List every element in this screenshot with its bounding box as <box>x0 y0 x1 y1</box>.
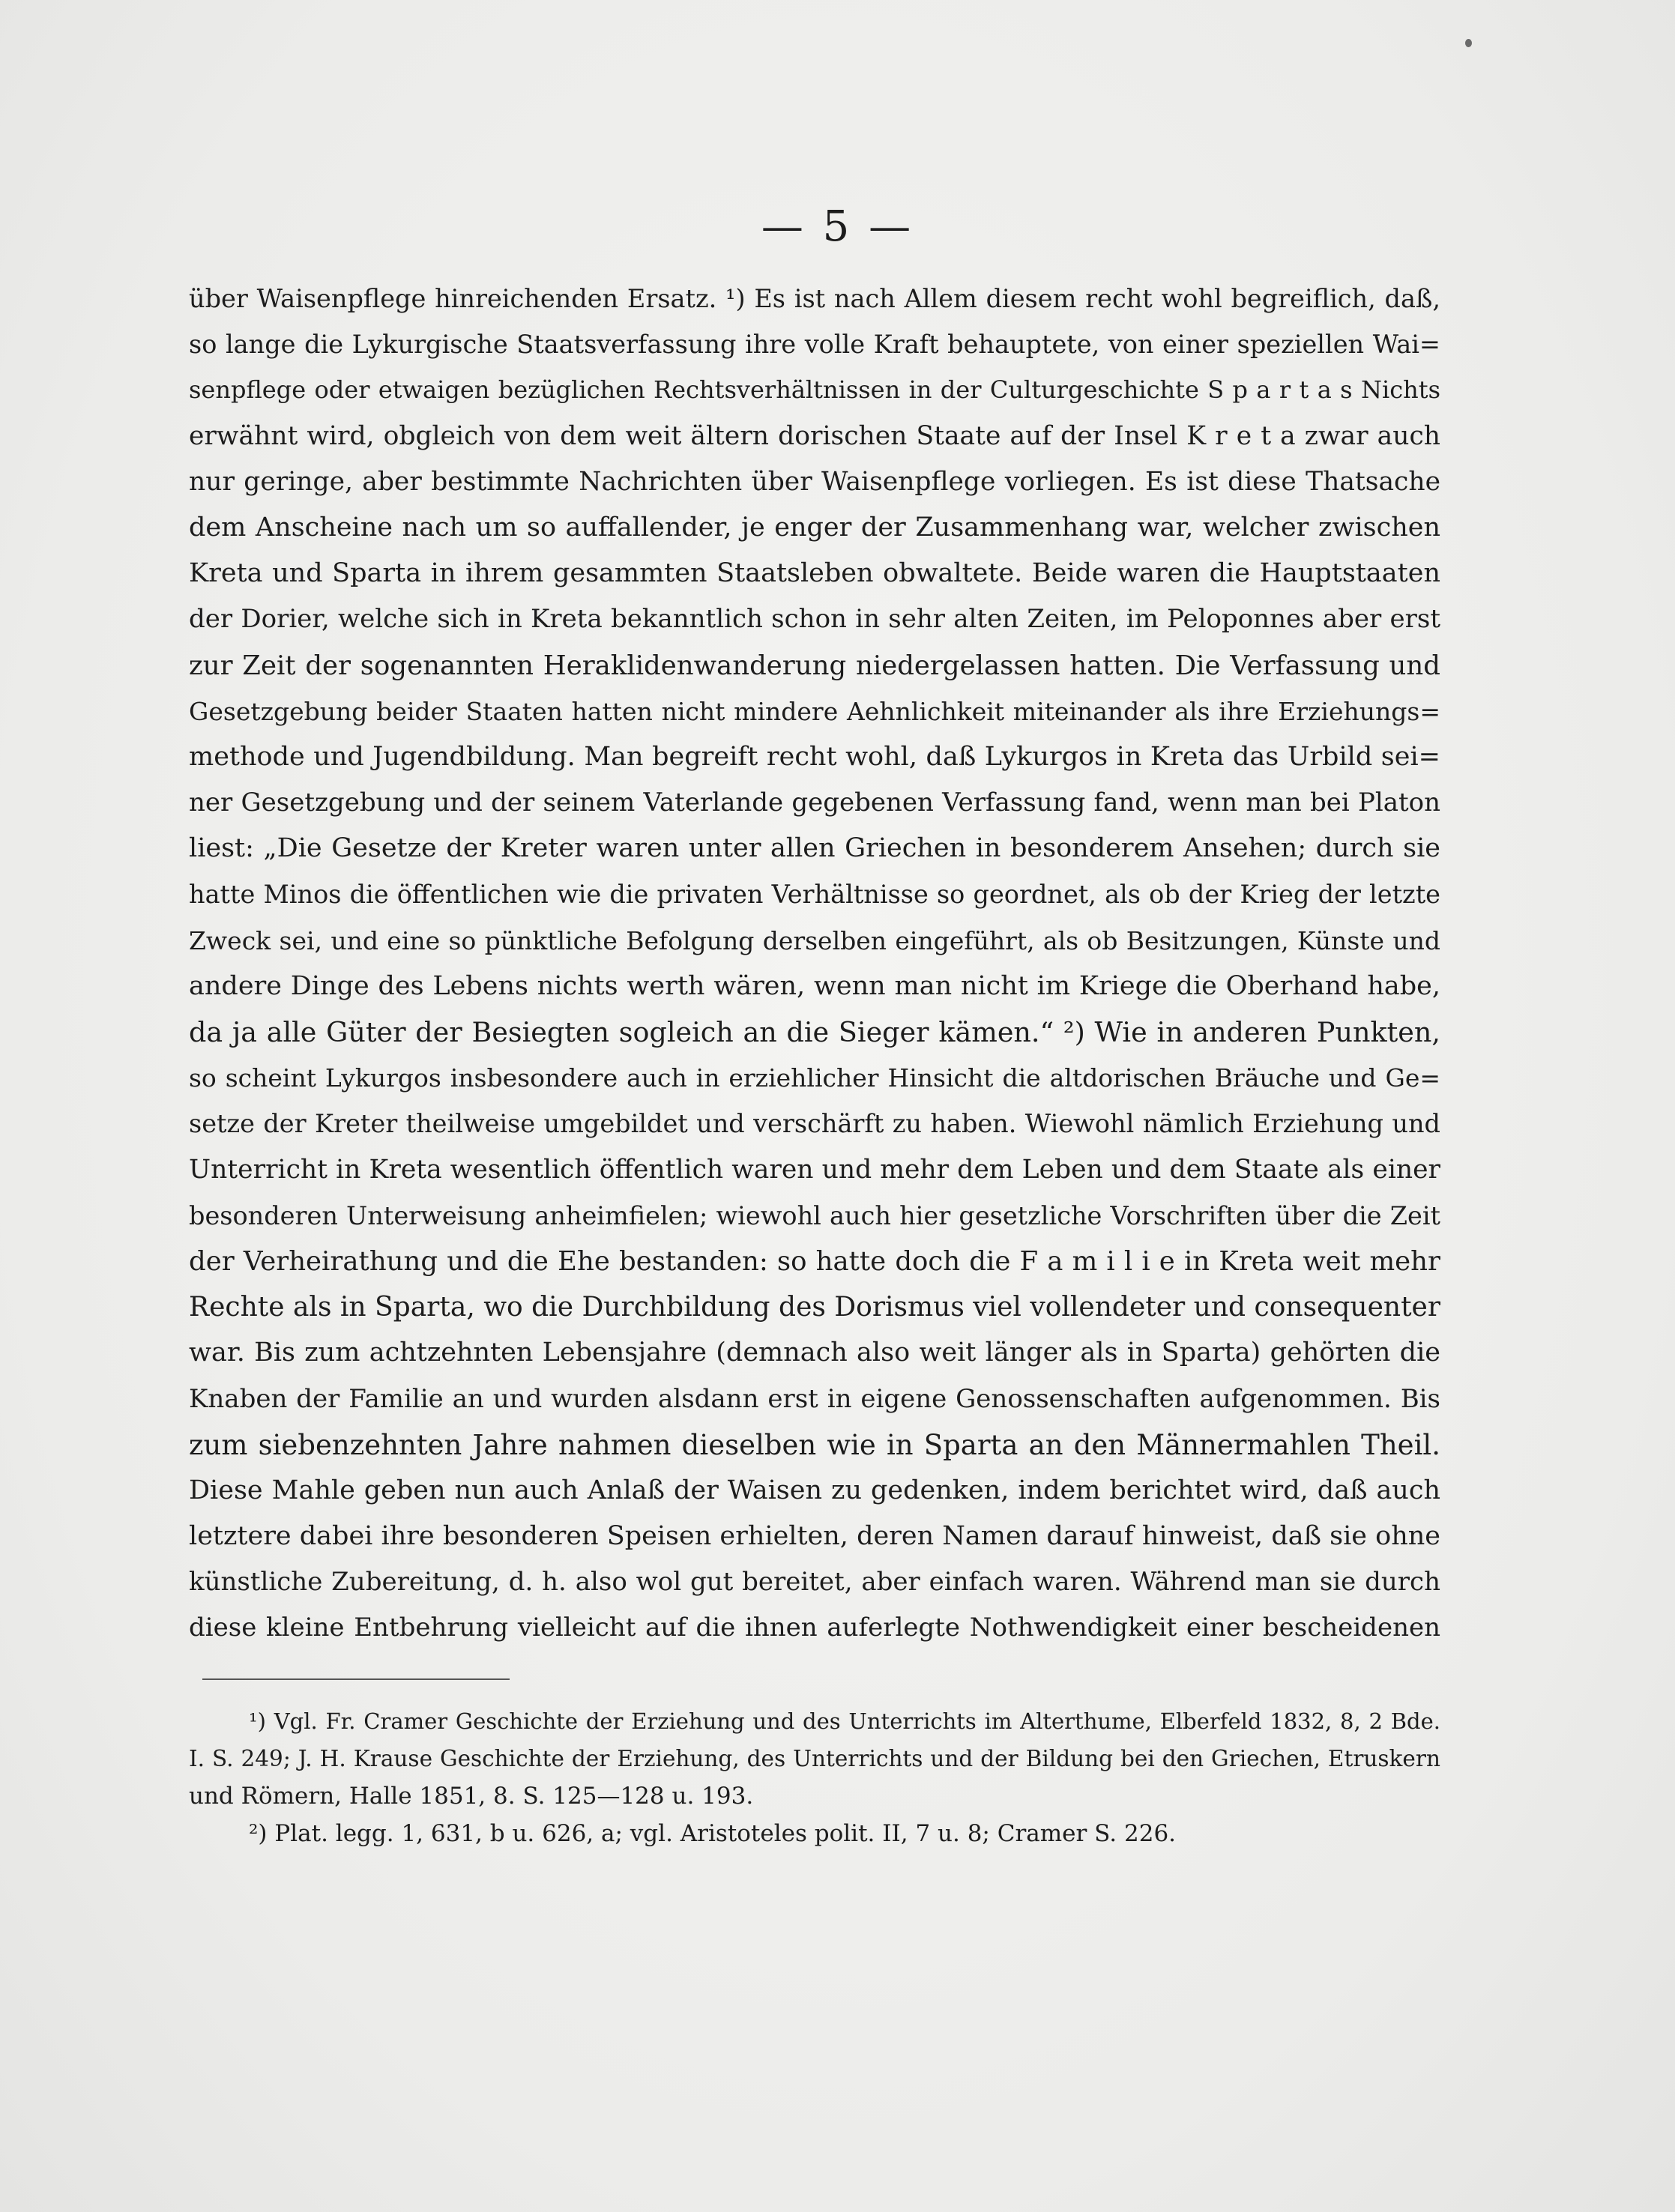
body-line: dem Anscheine nach um so auffallender, je enger der Zusammenhang war, welcher zwischen <box>189 512 1440 543</box>
body-line: zur Zeit der sogenannten Heraklidenwanderung niedergelassen hatten. Die Verfassung und <box>189 650 1440 681</box>
scan-speck <box>1465 39 1472 47</box>
body-line: so lange die Lykurgische Staatsverfassung ihre volle Kraft behauptete, von einer speziellen Wai= <box>189 330 1440 360</box>
body-line: diese kleine Entbehrung vielleicht auf die ihnen auferlegte Nothwendigkeit einer bescheidenen <box>189 1613 1440 1643</box>
body-line: Knaben der Familie an und wurden alsdann erst in eigene Genossenschaften aufgenommen. Bis <box>189 1383 1440 1414</box>
body-line: da ja alle Güter der Besiegten sogleich an die Sieger kämen.“ ²) Wie in anderen Punkten, <box>189 1016 1440 1048</box>
footnote-line: ¹) Vgl. Fr. Cramer Geschichte der Erziehung und des Unterrichts im Alterthume, Elberfeld 1832, 8, 2 Bde. <box>249 1708 1440 1734</box>
body-line: Gesetzgebung beider Staaten hatten nicht mindere Aehnlichkeit miteinander als ihre Erziehungs= <box>189 696 1440 726</box>
body-line: liest: „Die Gesetze der Kreter waren unter allen Griechen in besonderem Ansehen; durch sie <box>189 833 1440 864</box>
body-line: methode und Jugendbildung. Man begreift recht wohl, daß Lykurgos in Kreta das Urbild sei= <box>189 741 1440 772</box>
body-line: besonderen Unterweisung anheimfielen; wiewohl auch hier gesetzliche Vorschriften über die Zeit <box>189 1200 1440 1230</box>
body-line: Diese Mahle geben nun auch Anlaß der Waisen zu gedenken, indem berichtet wird, daß auch <box>189 1475 1440 1505</box>
body-line: erwähnt wird, obgleich von dem weit ältern dorischen Staate auf der Insel K r e t a zwar auch <box>189 420 1440 451</box>
body-line: nur geringe, aber bestimmte Nachrichten über Waisenpflege vorliegen. Es ist diese Thatsache <box>189 466 1440 497</box>
body-line: Zweck sei, und eine so pünktliche Befolgung derselben eingeführt, als ob Besitzungen, Künste und <box>189 925 1440 955</box>
page-number: — 5 — <box>761 202 914 251</box>
body-line: Kreta und Sparta in ihrem gesammten Staatsleben obwaltete. Beide waren die Hauptstaaten <box>189 558 1440 589</box>
body-line: andere Dinge des Lebens nichts werth wären, wenn man nicht im Kriege die Oberhand habe, <box>189 970 1440 1001</box>
body-line: ner Gesetzgebung und der seinem Vaterlande gegebenen Verfassung fand, wenn man bei Platon <box>189 788 1440 818</box>
body-line: über Waisenpflege hinreichenden Ersatz. ¹) Es ist nach Allem diesem recht wohl begreiflich, daß, <box>189 284 1440 313</box>
body-line: war. Bis zum achtzehnten Lebensjahre (demnach also weit länger als in Sparta) gehörten die <box>189 1338 1440 1368</box>
body-text <box>189 276 1440 1652</box>
footnote-line: und Römern, Halle 1851, 8. S. 125—128 u. 193. <box>189 1783 754 1810</box>
body-line: der Verheirathung und die Ehe bestanden: so hatte doch die F a m i l i e in Kreta weit mehr <box>189 1245 1440 1277</box>
footnote-line: ²) Plat. legg. 1, 631, b u. 626, a; vgl. Aristoteles polit. II, 7 u. 8; Cramer S. 226. <box>249 1820 1177 1847</box>
body-line: senpflege oder etwaigen bezüglichen Rechtsverhältnissen in der Culturgeschichte S p a r t a s Nichts <box>189 375 1440 405</box>
body-line: Rechte als in Sparta, wo die Durchbildung des Dorismus viel vollendeter und consequenter <box>189 1292 1440 1323</box>
footnote-divider <box>202 1678 510 1680</box>
body-line: so scheint Lykurgos insbesondere auch in erziehlicher Hinsicht die altdorischen Bräuche und Ge= <box>189 1063 1440 1093</box>
body-line: der Dorier, welche sich in Kreta bekanntlich schon in sehr alten Zeiten, im Peloponnes aber erst <box>189 604 1440 635</box>
footnote-line: I. S. 249; J. H. Krause Geschichte der Erziehung, des Unterrichts und der Bildung bei den Griechen, Etruskern <box>189 1746 1440 1771</box>
footnotes <box>189 1702 1440 1852</box>
body-line: künstliche Zubereitung, d. h. also wol gut bereitet, aber einfach waren. Während man sie durch <box>189 1567 1440 1598</box>
body-line: letztere dabei ihre besonderen Speisen erhielten, deren Namen darauf hinweist, daß sie ohne <box>189 1521 1440 1552</box>
body-line: Unterricht in Kreta wesentlich öffentlich waren und mehr dem Leben und dem Staate als einer <box>189 1154 1440 1185</box>
body-line: zum siebenzehnten Jahre nahmen dieselben wie in Sparta an den Männermahlen Theil. <box>189 1428 1440 1461</box>
body-line: setze der Kreter theilweise umgebildet und verschärft zu haben. Wiewohl nämlich Erziehung und <box>189 1109 1440 1139</box>
body-line: hatte Minos die öffentlichen wie die privaten Verhältnisse so geordnet, als ob der Krieg der letzte <box>189 880 1440 910</box>
